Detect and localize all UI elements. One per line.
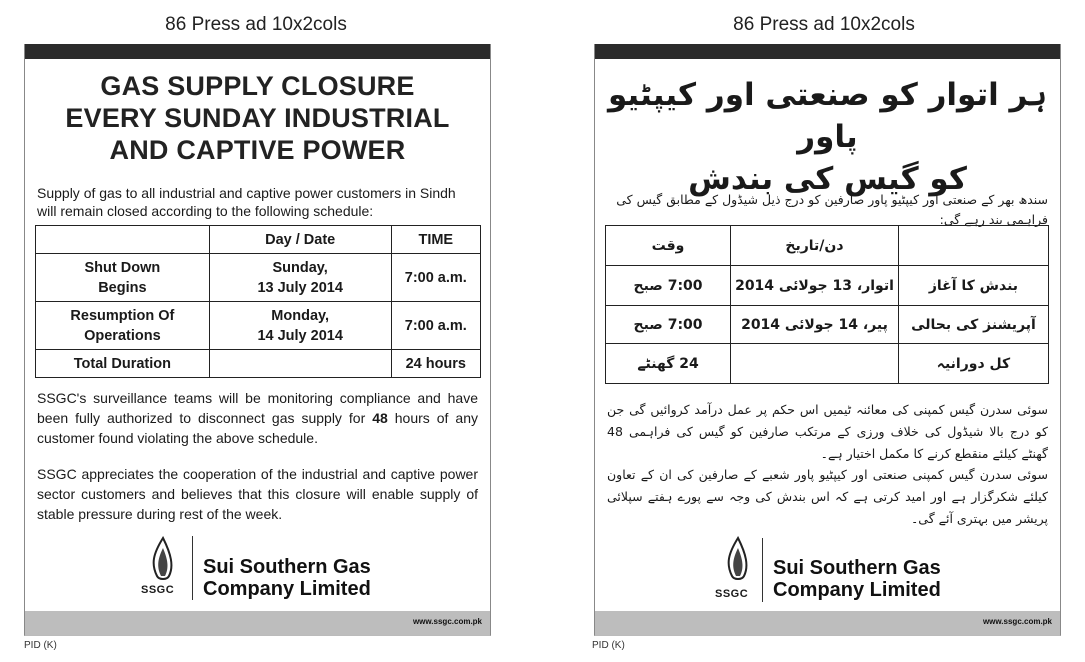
ad-label-left: 86 Press ad 10x2cols [165,14,347,35]
pid-label-left: PID (K) [24,640,57,651]
footer-bar [595,611,1060,635]
footer-url: www.ssgc.com.pk [982,617,1052,626]
table-row: کل دورانیہ 24 گھنٹے [606,344,1049,384]
top-bar [595,44,1060,59]
english-intro: Supply of gas to all industrial and captive power customers in Sindh will remain closed according to the following schedule: [37,185,456,219]
table-row: Shut Down Begins Sunday, 13 July 2014 7:00 a.m. [36,254,481,302]
english-ad-panel [24,44,491,636]
table-row: Resumption Of Operations Monday, 14 July 2014 7:00 a.m. [36,302,481,350]
schedule-table-english [35,225,481,378]
urdu-headline: ہر اتوار کو صنعتی اور کیپٹیو پاور کو گیس کی بندش [608,77,1047,197]
ad-label-right: 86 Press ad 10x2cols [733,14,915,35]
urdu-paragraph-surveillance: سوئی سدرن گیس کمپنی کی معائنہ ٹیمیں اس حکم پر عمل درآمد کروائیں گی جن کو درج بالا شیڈول کی خلاف ورزی کے مرتکب صارفین کو گیس کی فراہمی 48 گھنٹے کیلئے منقطع کرنے کا مکمل اختیار ہے۔ [607,402,1048,461]
ssgc-flame-logo [718,536,758,596]
company-name: Sui Southern Gas Company Limited [203,556,371,600]
company-name: Sui Southern Gas Company Limited [773,557,941,601]
pid-label-right: PID (K) [592,640,625,651]
logo-divider [192,536,193,600]
urdu-paragraph-appreciation: سوئی سدرن گیس کمپنی صنعتی اور کیپٹیو پاور شعبے کے صارفین کی ان کے تعاون کیلئے شکرگزار ہے اور امید کرتی ہے کہ اس بندش کی وجہ سے پورے ہفتے سپلائی پریشر میں بہتری آئے گی۔ [607,467,1048,526]
table-row: آپریشنز کی بحالی پیر، 14 جولائی 2014 7:00 صبح [606,306,1049,344]
urdu-ad-panel [594,44,1061,636]
footer-bar [25,611,490,635]
ssgc-abbr: SSGC [141,584,175,596]
schedule-table-urdu [605,225,1049,384]
ssgc-abbr: SSGC [715,588,749,600]
english-headline: GAS SUPPLY CLOSURE EVERY SUNDAY INDUSTRIAL AND CAPTIVE POWER [65,71,450,165]
table-header-row: Day / Date TIME [36,226,481,254]
top-bar [25,44,490,59]
english-paragraph-surveillance: SSGC's surveillance teams will be monitoring compliance and have been fully authorized to disconnect gas supply for 48 hours of any customer found violating the above schedule. [37,390,478,446]
urdu-intro: سندھ بھر کے صنعتی اور کیپٹیو پاور صارفین کو درج ذیل شیڈول کے مطابق گیس کی فراہمی بند رہے گی: [616,192,1048,227]
table-row: بندش کا آغاز اتوار، 13 جولائی 2014 7:00 صبح [606,266,1049,306]
footer-url: www.ssgc.com.pk [412,617,482,626]
logo-divider [762,538,763,602]
table-row: Total Duration 24 hours [36,350,481,378]
table-header-row: دن/تاریخ وقت [606,226,1049,266]
english-paragraph-appreciation: SSGC appreciates the cooperation of the industrial and captive power sector customers and believes that this closure will enable supply of stable pressure during rest of the week. [37,466,478,522]
